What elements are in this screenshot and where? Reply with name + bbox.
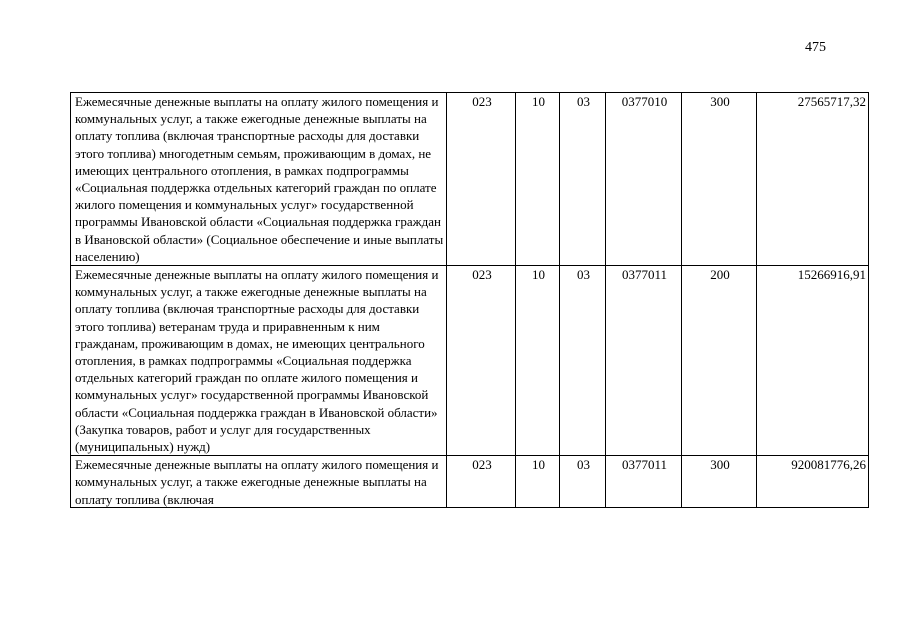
row-description: Ежемесячные денежные выплаты на оплату жилого помещения и коммунальных услуг, а также ежегодные денежные выплаты на оплату топлива (включая транспортные расходы для доставки этого топлива) многодетным семьям, проживающим в домах, не имеющих центрального отопления, в рамках подпрограммы «Социальная поддержка отдельных категорий граждан по оплате жилого помещения и коммунальных услуг» государственной программы Ивановской области «Социальная поддержка граждан в Ивановской области» (Социальное обеспечение и иные выплаты населению) [71, 93, 447, 266]
section-code: 10 [516, 93, 560, 266]
row-description: Ежемесячные денежные выплаты на оплату жилого помещения и коммунальных услуг, а также ежегодные денежные выплаты на оплату топлива (включая [75, 457, 439, 507]
subsection-code: 03 [560, 456, 606, 508]
row-description: Ежемесячные денежные выплаты на оплату жилого помещения и коммунальных услуг, а также ежегодные денежные выплаты на оплату топлива (включая транспортные расходы для доставки этого топлива) ветеранам труда и приравненным к ним гражданам, проживающим в домах, не имеющих центрального отопления, в рамках подпрограммы «Социальная поддержка отдельных категорий граждан по оплате жилого помещения и коммунальных услуг» государственной программы Ивановской области «Социальная поддержка граждан в Ивановской области» (Закупка товаров, работ и услуг для государственных (муниципальных) нужд) [71, 266, 447, 456]
page-number: 475 [805, 40, 826, 55]
target-article-code: 0377011 [606, 456, 682, 508]
table-row [71, 266, 869, 456]
ministry-code: 023 [447, 456, 516, 508]
expense-type-code: 300 [682, 456, 757, 508]
amount: 920081776,26 [757, 456, 869, 508]
ministry-code: 023 [447, 93, 516, 266]
budget-table [70, 92, 869, 508]
expense-type-code: 200 [682, 266, 757, 456]
table-row [71, 456, 869, 508]
section-code: 10 [516, 266, 560, 456]
table-row [71, 93, 869, 266]
subsection-code: 03 [560, 266, 606, 456]
target-article-code: 0377010 [606, 93, 682, 266]
target-article-code: 0377011 [606, 266, 682, 456]
row-description-cell [71, 456, 447, 508]
section-code: 10 [516, 456, 560, 508]
amount: 27565717,32 [757, 93, 869, 266]
expense-type-code: 300 [682, 93, 757, 266]
amount: 15266916,91 [757, 266, 869, 456]
subsection-code: 03 [560, 93, 606, 266]
ministry-code: 023 [447, 266, 516, 456]
